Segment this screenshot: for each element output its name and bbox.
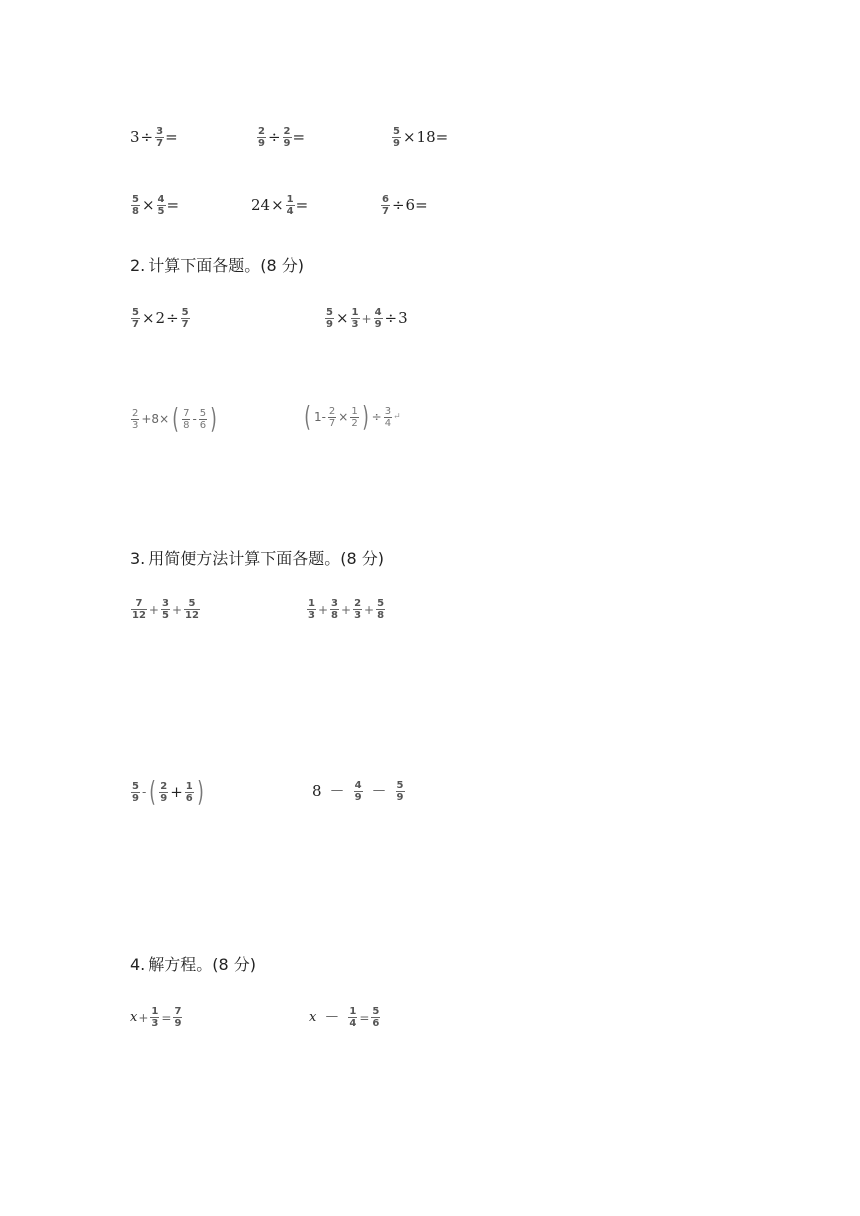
numerator: 1 xyxy=(286,194,294,205)
operator: × xyxy=(141,196,155,214)
operator: + xyxy=(317,602,329,617)
denominator: 7 xyxy=(156,138,164,149)
denominator: 6 xyxy=(185,792,193,804)
problem-2-3 xyxy=(130,402,219,435)
operator: - xyxy=(141,785,147,799)
right-paren: ) xyxy=(210,402,217,435)
problem-3-3 xyxy=(130,775,206,808)
denominator: 9 xyxy=(374,319,382,330)
fraction xyxy=(199,408,207,431)
section-title: 计算下面各题。 xyxy=(148,256,261,275)
problem-1-2 xyxy=(256,126,305,149)
right-paren: ) xyxy=(361,400,369,433)
number: 3 xyxy=(130,128,140,146)
operator: ÷ xyxy=(384,309,398,327)
numerator: 7 xyxy=(135,598,143,609)
variable-x: x xyxy=(130,1010,138,1025)
numerator: 3 xyxy=(331,598,338,609)
section-number: 2. xyxy=(130,256,146,275)
numerator: 1 xyxy=(349,1006,357,1017)
equals: = xyxy=(295,196,309,214)
operator: + xyxy=(138,1010,149,1025)
operator: ÷ xyxy=(166,309,179,327)
numerator: 3 xyxy=(156,126,164,137)
fraction xyxy=(131,307,140,330)
fraction xyxy=(396,780,405,803)
operator: × xyxy=(335,309,349,327)
operator: － xyxy=(329,782,345,800)
section-title: 解方程。 xyxy=(148,955,213,974)
numerator: 5 xyxy=(132,194,139,205)
fraction xyxy=(374,307,383,330)
numerator: 1 xyxy=(351,405,358,417)
fraction xyxy=(181,307,190,330)
denominator: 6 xyxy=(372,1018,380,1029)
numerator: 2 xyxy=(354,598,362,609)
left-paren: ( xyxy=(149,775,157,808)
denominator: 12 xyxy=(185,610,199,621)
section-2-heading xyxy=(130,253,304,276)
problem-2-4 xyxy=(302,400,401,433)
operator: － xyxy=(371,782,387,800)
numerator: 1 xyxy=(351,307,359,318)
fraction xyxy=(257,126,266,149)
problem-1-6 xyxy=(380,194,428,217)
numerator: 5 xyxy=(393,126,400,137)
numerator: 7 xyxy=(183,407,190,419)
number: 24 xyxy=(251,196,271,214)
fraction xyxy=(283,126,292,149)
operator: × xyxy=(141,309,155,327)
operator: + xyxy=(341,602,352,617)
problem-3-1 xyxy=(130,598,201,621)
number: 3 xyxy=(398,309,408,327)
fraction xyxy=(150,1006,159,1029)
numerator: 5 xyxy=(326,307,333,318)
problem-3-2 xyxy=(306,598,386,621)
denominator: 9 xyxy=(393,138,400,149)
denominator: 4 xyxy=(286,206,294,217)
section-number: 3. xyxy=(130,549,146,568)
numerator: 3 xyxy=(161,598,169,609)
numerator: 4 xyxy=(157,194,165,205)
fraction xyxy=(325,307,334,330)
denominator: 2 xyxy=(351,417,358,429)
equals: = xyxy=(292,128,306,146)
operator: × xyxy=(338,410,349,424)
denominator: 7 xyxy=(181,319,189,330)
numerator: 2 xyxy=(328,405,336,417)
numerator: 3 xyxy=(384,405,392,417)
denominator: 8 xyxy=(183,419,190,431)
numerator: 4 xyxy=(354,780,362,791)
operator: ÷ xyxy=(391,196,405,214)
number: 8 xyxy=(312,782,322,800)
denominator: 8 xyxy=(377,610,385,621)
equals: = xyxy=(359,1010,370,1025)
numerator: 5 xyxy=(372,1006,380,1017)
operator: ÷ xyxy=(267,128,281,146)
fraction xyxy=(182,408,190,431)
section-title: 用简便方法计算下面各题。 xyxy=(148,549,341,568)
numerator: 5 xyxy=(132,780,139,792)
equals: = xyxy=(435,128,449,146)
denominator: 3 xyxy=(308,610,315,621)
fraction xyxy=(286,194,295,217)
numerator: 5 xyxy=(181,307,189,318)
equals: = xyxy=(415,196,428,214)
denominator: 8 xyxy=(132,206,139,217)
left-paren: ( xyxy=(172,402,179,435)
denominator: 5 xyxy=(157,206,165,217)
problem-1-1 xyxy=(130,126,178,149)
denominator: 9 xyxy=(283,138,291,149)
problem-1-4 xyxy=(130,194,179,217)
denominator: 4 xyxy=(349,1018,357,1029)
denominator: 9 xyxy=(174,1018,182,1029)
denominator: 9 xyxy=(160,792,168,804)
problem-1-3 xyxy=(391,126,448,149)
fraction xyxy=(354,780,363,803)
fraction xyxy=(384,406,392,429)
operator: × xyxy=(402,128,416,146)
fraction xyxy=(348,1006,357,1029)
operator: +8× xyxy=(141,412,170,426)
denominator: 12 xyxy=(132,610,146,621)
fraction xyxy=(131,598,147,621)
fraction xyxy=(328,406,336,429)
section-3-heading xyxy=(130,546,384,569)
denominator: 9 xyxy=(258,138,265,149)
numerator: 7 xyxy=(174,1006,182,1017)
operator: ÷ xyxy=(371,410,382,424)
fraction xyxy=(159,781,168,804)
numerator: 1 xyxy=(151,1006,159,1017)
fraction xyxy=(131,781,140,804)
problem-1-5 xyxy=(251,194,308,217)
numerator: 5 xyxy=(377,598,385,609)
numerator: 6 xyxy=(382,194,389,205)
equals: = xyxy=(161,1010,172,1025)
variable-x: x xyxy=(309,1010,317,1025)
section-4-heading xyxy=(130,952,256,975)
denominator: 9 xyxy=(396,792,404,803)
numerator: 5 xyxy=(199,407,207,419)
numerator: 2 xyxy=(258,126,265,137)
fraction xyxy=(173,1006,182,1029)
numerator: 5 xyxy=(132,307,139,318)
denominator: 6 xyxy=(199,419,207,431)
right-paren: ) xyxy=(196,775,204,808)
denominator: 3 xyxy=(151,1018,159,1029)
section-number: 4. xyxy=(130,955,146,974)
return-mark: ↵ xyxy=(393,411,401,422)
operator: ÷ xyxy=(140,128,154,146)
operator: × xyxy=(271,196,284,214)
denominator: 4 xyxy=(384,417,392,429)
number: 2 xyxy=(155,309,166,327)
numerator: 2 xyxy=(283,126,291,137)
operator: － xyxy=(324,1008,340,1026)
fraction xyxy=(371,1006,380,1029)
numerator: 1 xyxy=(308,598,315,609)
numerator: 2 xyxy=(160,780,168,792)
denominator: 5 xyxy=(161,610,169,621)
fraction xyxy=(351,307,360,330)
denominator: 9 xyxy=(326,319,333,330)
denominator: 7 xyxy=(328,417,336,429)
equals: = xyxy=(166,196,180,214)
problem-2-2 xyxy=(324,307,408,330)
denominator: 8 xyxy=(331,610,338,621)
denominator: 7 xyxy=(132,319,139,330)
fraction xyxy=(307,598,316,621)
fraction xyxy=(381,194,390,217)
section-score: (8 分) xyxy=(212,955,257,974)
equation-4-1 xyxy=(130,1006,183,1029)
fraction xyxy=(330,598,339,621)
fraction xyxy=(131,408,139,431)
denominator: 3 xyxy=(351,319,359,330)
numerator: 1 xyxy=(185,780,193,792)
operator: + xyxy=(364,602,375,617)
operator: + xyxy=(170,782,183,801)
problem-2-1 xyxy=(130,307,191,330)
fraction xyxy=(376,598,385,621)
left-paren: ( xyxy=(304,400,311,433)
number: 18 xyxy=(416,128,436,146)
operator: + xyxy=(171,602,183,617)
denominator: 9 xyxy=(354,792,362,803)
denominator: 3 xyxy=(354,610,362,621)
denominator: 9 xyxy=(132,792,139,804)
numerator: 5 xyxy=(188,598,196,609)
denominator: 7 xyxy=(382,206,389,217)
numerator: 4 xyxy=(374,307,382,318)
fraction xyxy=(131,194,140,217)
numerator: 5 xyxy=(396,780,404,791)
fraction xyxy=(161,598,170,621)
denominator: 3 xyxy=(132,419,139,431)
number: 6 xyxy=(405,196,416,214)
fraction xyxy=(157,194,166,217)
operator: + xyxy=(148,602,159,617)
fraction xyxy=(353,598,362,621)
fraction xyxy=(392,126,401,149)
equals: = xyxy=(165,128,178,146)
section-score: (8 分) xyxy=(340,549,385,568)
problem-3-4 xyxy=(312,780,406,803)
fraction xyxy=(184,598,200,621)
operator: - xyxy=(192,412,197,426)
operator: + xyxy=(361,311,372,326)
numerator: 2 xyxy=(132,407,139,419)
equation-4-2 xyxy=(309,1006,381,1029)
section-score: (8 分) xyxy=(260,256,305,275)
number: 1- xyxy=(313,410,326,424)
fraction xyxy=(350,406,358,429)
fraction xyxy=(185,781,194,804)
fraction xyxy=(155,126,164,149)
